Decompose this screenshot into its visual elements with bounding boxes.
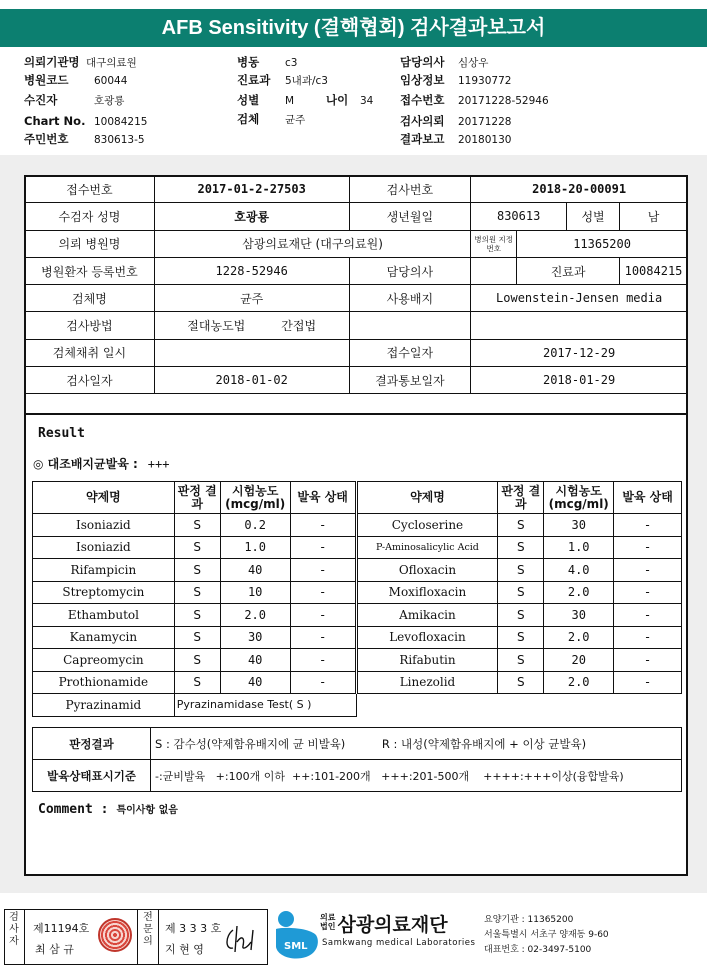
drug-row (33, 604, 682, 627)
medium-value: Lowenstein-Jensen media (471, 285, 688, 312)
growth: - (614, 604, 682, 627)
growth: - (290, 626, 356, 649)
method-indirect: 간접법 (281, 319, 317, 334)
judgement-legend-label: 판정결과 (33, 728, 151, 760)
drug-name: Prothionamide (33, 671, 175, 694)
institution-prefix: 의료 법인 (320, 913, 336, 931)
control-growth-label: ◎ 대조배지균발육 : (33, 457, 138, 471)
concentration: 1.0 (220, 536, 290, 559)
concentration: 4.0 (544, 559, 614, 582)
growth: - (290, 559, 356, 582)
institution-address (484, 913, 609, 958)
header-ward: 병동 c3 (237, 55, 298, 69)
pza-drug: Pyrazinamid (33, 694, 175, 717)
judgement: S (498, 536, 544, 559)
growth: - (290, 581, 356, 604)
confirm-signature (223, 922, 263, 956)
judgement: S (174, 581, 220, 604)
confirm-license: 제 3 3 3 호 (165, 922, 222, 935)
growth: - (614, 514, 682, 537)
growth-legend-text: -:균비발육 +:100개 이하 ++:101-200개 +++:201-500개 ++++:+++이상(융합발육) (151, 760, 682, 792)
doctor-value (471, 257, 517, 284)
header-request-date: 검사의뢰 20171228 (400, 114, 512, 128)
growth: - (614, 626, 682, 649)
drug-row (33, 536, 682, 559)
judgement: S (498, 626, 544, 649)
header-receipt-no: 접수번호 20171228-52946 (400, 93, 549, 107)
header-age: 나이 34 (326, 93, 374, 107)
sml-logo (272, 907, 322, 961)
tester-label: 검사자 (9, 912, 19, 947)
concentration: 2.0 (544, 671, 614, 694)
legend-table (32, 727, 682, 792)
collected-value (154, 339, 349, 366)
method-label: 검사방법 (25, 312, 155, 339)
drug-row (33, 581, 682, 604)
institution (320, 910, 476, 948)
patient-reg-value: 1228-52946 (154, 257, 349, 284)
col-growth: 발육 상태 (290, 482, 356, 514)
concentration: 2.0 (544, 581, 614, 604)
header-resident-no: 주민번호 830613-5 (24, 132, 145, 146)
concentration: 10 (220, 581, 290, 604)
dob-value: 830613 (471, 203, 567, 230)
header-clinical-info: 임상정보 11930772 (400, 73, 512, 87)
header-patient: 수진자 호광룡 (24, 93, 125, 107)
judgement: S (174, 626, 220, 649)
name-value: 호광룡 (154, 203, 349, 230)
drug-name: Levofloxacin (356, 626, 498, 649)
col-concentration-2: 시험농도 (mcg/ml) (544, 482, 614, 514)
designated-no-value: 11365200 (517, 230, 688, 257)
dept-value: 10084215 (619, 257, 687, 284)
confirm-label-cell (137, 910, 159, 964)
institution-name: 삼광의료재단 (337, 914, 448, 936)
sex-value: 남 (619, 203, 687, 230)
header-sex: 성별 M (237, 93, 295, 107)
specimen-value: 균주 (154, 285, 349, 312)
growth: - (290, 604, 356, 627)
growth: - (614, 559, 682, 582)
drug-row (33, 626, 682, 649)
growth: - (614, 649, 682, 672)
received-label: 접수일자 (349, 339, 471, 366)
judgement: S (174, 604, 220, 627)
received-value: 2017-12-29 (471, 339, 688, 366)
test-no-label: 검사번호 (349, 176, 471, 203)
medium-label: 사용배지 (349, 285, 471, 312)
collected-label: 검체채취 일시 (25, 339, 155, 366)
col-drug-2: 약제명 (356, 482, 498, 514)
drug-name: Kanamycin (33, 626, 175, 649)
judgement: S (498, 649, 544, 672)
signature-box (4, 909, 268, 965)
concentration: 20 (544, 649, 614, 672)
concentration: 0.2 (220, 514, 290, 537)
concentration: 30 (544, 514, 614, 537)
hospital-value: 삼광의료재단 (대구의료원) (154, 230, 470, 257)
judgement: S (174, 649, 220, 672)
concentration: 40 (220, 649, 290, 672)
col-drug: 약제명 (33, 482, 175, 514)
method-blank-2 (471, 312, 688, 339)
drug-name: Ethambutol (33, 604, 175, 627)
comment (38, 801, 178, 817)
specimen-info-table (24, 175, 688, 394)
judgement: S (174, 559, 220, 582)
drug-name: Isoniazid (33, 536, 175, 559)
header-hospital-code: 병원코드 60044 (24, 73, 128, 87)
tested-label: 검사일자 (25, 367, 155, 394)
growth: - (290, 536, 356, 559)
doctor-label: 담당의사 (349, 257, 471, 284)
section-separator (24, 399, 688, 413)
drug-name: Isoniazid (33, 514, 175, 537)
concentration: 2.0 (544, 626, 614, 649)
col-judgement: 판정 결과 (174, 482, 220, 514)
tester-seal (98, 918, 132, 952)
growth: - (614, 581, 682, 604)
concentration: 30 (544, 604, 614, 627)
name-label: 수검자 성명 (25, 203, 155, 230)
tested-value: 2018-01-02 (154, 367, 349, 394)
specimen-label: 검체명 (25, 285, 155, 312)
judgement: S (498, 581, 544, 604)
drug-row (33, 649, 682, 672)
drug-name: Cycloserine (356, 514, 498, 537)
notified-value: 2018-01-29 (471, 367, 688, 394)
col-growth-2: 발육 상태 (614, 482, 682, 514)
method-value (154, 312, 349, 339)
concentration: 2.0 (220, 604, 290, 627)
logo-text: SML (284, 941, 308, 952)
method-absolute: 절대농도법 (187, 319, 246, 334)
control-growth-value: +++ (147, 457, 170, 471)
pza-blank (356, 694, 681, 717)
designated-no-label: 병의원 지정번호 (471, 230, 517, 257)
growth-legend-label: 발육상태표시기준 (33, 760, 151, 792)
drug-name: Amikacin (356, 604, 498, 627)
judgement: S (498, 559, 544, 582)
header-report-date: 결과보고 20180130 (400, 132, 512, 146)
hospital-label: 의뢰 병원명 (25, 230, 155, 257)
concentration: 30 (220, 626, 290, 649)
growth: - (290, 649, 356, 672)
dept-label: 진료과 (517, 257, 620, 284)
judgement: S (498, 671, 544, 694)
drug-name: Ofloxacin (356, 559, 498, 582)
sex-label: 성별 (567, 203, 620, 230)
receipt-no-label: 접수번호 (25, 176, 155, 203)
header-requesting-org: 의뢰기관명 대구의료원 (24, 55, 137, 69)
comment-text: 특이사항 없음 (116, 805, 178, 816)
judgement: S (174, 514, 220, 537)
col-judgement-2: 판정 결과 (498, 482, 544, 514)
notified-label: 결과통보일자 (349, 367, 471, 394)
drug-name: Streptomycin (33, 581, 175, 604)
tester-license: 제11194호 (33, 922, 90, 935)
test-no-value: 2018-20-00091 (471, 176, 688, 203)
growth: - (614, 671, 682, 694)
judgement: S (174, 536, 220, 559)
comment-label: Comment : (38, 802, 109, 817)
judgement: S (498, 514, 544, 537)
confirm-name: 지 현 영 (165, 943, 204, 956)
header-department: 진료과 5내과/c3 (237, 73, 328, 87)
growth: - (290, 671, 356, 694)
growth: - (614, 536, 682, 559)
patient-reg-label: 병원환자 등록번호 (25, 257, 155, 284)
growth: - (290, 514, 356, 537)
judgement: S (174, 671, 220, 694)
institution-phone: 대표번호 : 02-3497-5100 (484, 945, 592, 955)
drug-name: Capreomycin (33, 649, 175, 672)
drug-sensitivity-table (32, 481, 682, 717)
header-chart-no: Chart No. 10084215 (24, 114, 148, 128)
drug-row (33, 671, 682, 694)
judgement: S (498, 604, 544, 627)
drug-name: Linezolid (356, 671, 498, 694)
concentration: 40 (220, 671, 290, 694)
institution-code: 요양기관 : 11365200 (484, 915, 574, 925)
header-physician: 담당의사 심상우 (400, 55, 489, 69)
tester-name: 최 삼 규 (35, 943, 74, 956)
tester-label-cell (5, 910, 25, 964)
method-blank (349, 312, 471, 339)
drug-name: P-Aminosalicylic Acid (356, 536, 498, 559)
institution-english: Samkwang medical Laboratories (322, 938, 476, 948)
drug-name: Rifampicin (33, 559, 175, 582)
result-title: Result (38, 426, 85, 441)
pza-test: Pyrazinamidase Test( S ) (174, 694, 356, 717)
concentration: 1.0 (544, 536, 614, 559)
receipt-no-value: 2017-01-2-27503 (154, 176, 349, 203)
drug-name: Rifabutin (356, 649, 498, 672)
drug-row (33, 514, 682, 537)
confirm-label: 전문의 (143, 912, 153, 947)
institution-location: 서울특별시 서초구 양재동 9-60 (484, 930, 609, 940)
report-title: AFB Sensitivity (결핵협회) 검사결과보고서 (0, 9, 707, 47)
control-growth (33, 455, 169, 472)
header-specimen: 검체 균주 (237, 112, 306, 126)
dob-label: 생년월일 (349, 203, 471, 230)
drug-row (33, 559, 682, 582)
drug-name: Moxifloxacin (356, 581, 498, 604)
judgement-legend-text: S : 감수성(약제함유배지에 균 비발육) R : 내성(약제함유배지에 + 이상 균발육) (151, 728, 682, 760)
concentration: 40 (220, 559, 290, 582)
col-concentration: 시험농도 (mcg/ml) (220, 482, 290, 514)
